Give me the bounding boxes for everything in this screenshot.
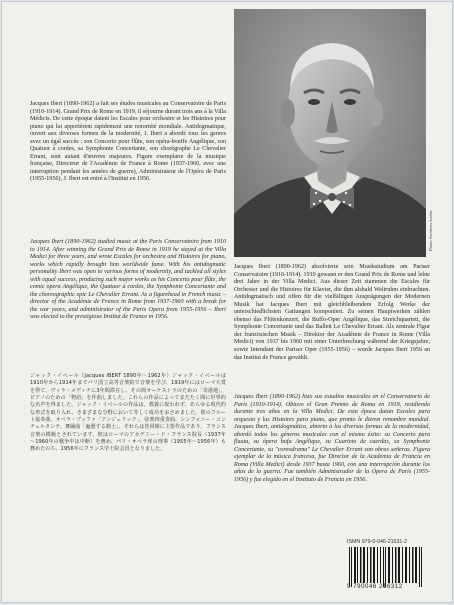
photo-credit: Photo Archives Leduc: [428, 210, 433, 251]
biography-english: Jacques Ibert (1890-1962) studied music at the Paris Conservatoire from 1910 to 1914. After winning the Grand Prix de Rome in 1919 he stayed at the Villa Medici for three years, and wrote Escales for orchestra and Histoires for piano, works which rapidly brought him worldwide fame. With his antidogmatic personality Ibert was open to various forms of modernity, and tackled all styles with equal success, producing such major works as his Concerto pour flûte, the comic opera Angélique, the Quatuor à cordes, the Symphonie Concertante and the choreographic epic Le Chevalier Errant. As a figurehead in French music – director of the Académie de France in Rome from 1937-1960 with a break for the war years, and administrator of the Paris Opera from 1955-1956 – Ibert was elected to the prestigious Institut de France in 1956.: [30, 239, 226, 321]
biography-french: Jacques Ibert (1890-1962) a fait ses études musicales au Conservatoire de Paris (1910-1914). Grand Prix de Rome en 1919, il séjourne durant trois ans à la Villa Médicis. De cette époque datent les Escales pour orchestre et les Histoires pour piano qui lui apportèrent rapidement une notoriété mondiale. Antidogmatique, ouvert aux diverses formes de la modernité, J. Ibert a abordé tous les genres avec un égal succès : son Concerto pour flûte, son opéra-bouffe Angélique, son Quatuor à cordes, sa Symphonie Concertante, son chorégraphe Le Chevalier Errant, sont autant d'œuvres majeures. Figure exemplaire de la musique française, Directeur de l'Académie de France à Rome (1937-1960, avec une interruption pendant les années de guerre), Administrateur de l'Opéra de Paris (1955-1956), J. Ibert est entré à l'Institut en 1956.: [30, 101, 226, 183]
back-cover: [1, 1, 453, 603]
barcode-number: 9 790046 216312: [347, 584, 403, 590]
barcode-image: [347, 547, 427, 587]
composer-portrait-photo: [234, 9, 426, 257]
biography-japanese: ジャック・イベール（Jacques IBERT 1890年～1962年）ジャック・イベールは1910年から1914年までパリ国立高等音楽院で音楽を学び、1919年にはローマ大賞を得て、ヴィラ・メディチに3年間滞在し、その間オーケストラのための「寄港地」、ピアノのための「物語」を作曲しました。これらの作品によってまたたく間に世界的な名声を得ました。ジャック・イベールの作品は、教義に捉われず、あらゆる現代的な形式を取り入れ、さまざまな分野において等しく成功をおさめました。彼のフルート協奏曲、オペラ・ブッファ「アンジェリック」、弦楽四重奏曲、シンフォニー・コンチェルタンテ、舞踊曲「遍歴する騎士」、それらは皆同様に主要作品であり、フランス音楽の模範とされています。彼はローマのアカデミー・ド・フランス院長（1937年～1960年の戦争中は中断）を務め、パリ・オペラ座の理事（1955年～1956年）も務めたのち、1956年にフランス学士院会員となりました。: [30, 373, 226, 453]
biography-german: Jacques Ibert (1890-1962) absolvierte sein Musikstudium am Pariser Conservatoire (1910-1914). 1919 gewann er den Grand Prix de Rome und lebte drei Jahre in der Villa Medici. Aus dieser Zeit stammen die Escales für Orchester und die Histoires für Klavier, die ihm alsbald Weltruhm einbrachten. Antidogmatisch und offen für die vielfältigen Ausprägungen der Modernen Musik hat Jacques Ibert mit gleichbleibendem Erfolg Werke der unterschiedlichsten Gattungen komponiert. Zu seinen Hauptwerken zählen ebenso das Flötenkonzert, die Buffo-Oper Angélique, das Streichquartett, die Symphonie Concertante und das Ballett Le Chevalier Errant. Als zentrale Figur der französischen Musik – Direktor der Académie de France in Rome (Villa Medici) von 1937 bis 1960 mit einer Unterbrechung während der Kriegsjahre, sowie Intendant der Pariser Oper (1955-1956) – wurde Jacques Ibert 1956 an das Institut de France gewählt.: [234, 264, 430, 361]
ismn-code: ISMN 979-0-046-21631-2: [347, 539, 408, 545]
biography-spanish: Jacques Ibert (1890-1962) hizo sus estudios musicales en el Conservatorio de París (1910-1914). Obtuvo el Gran Premio de Roma en 1919, residiendo durante tres años en la Villa Medici. De esta época datan Escales para orquesta y las Histoires para piano, que pronto le dieron renombre mundial. Jacques Ibert, antidogmático, abierto a las diversas formas de la modernidad, abordó todos los géneros musicales con el mismo éxito: su Concerto para flauta, su ópera bufa Angélique, su Cuarteto de cuerdas, su Symphonie Concertante, su "coreodrama" Le Chevalier Errant son obras señeras. Figura ejemplar de la música francesa, fue Director de la Academia de Francia en Roma (Villa Medici) desde 1937 hasta 1960, con una interrupción durante los años de la guerra. Fue también Administrador de la Ópera de París (1955-1956) y fue elegido en el Instituto de Francia en 1956.: [234, 394, 430, 484]
